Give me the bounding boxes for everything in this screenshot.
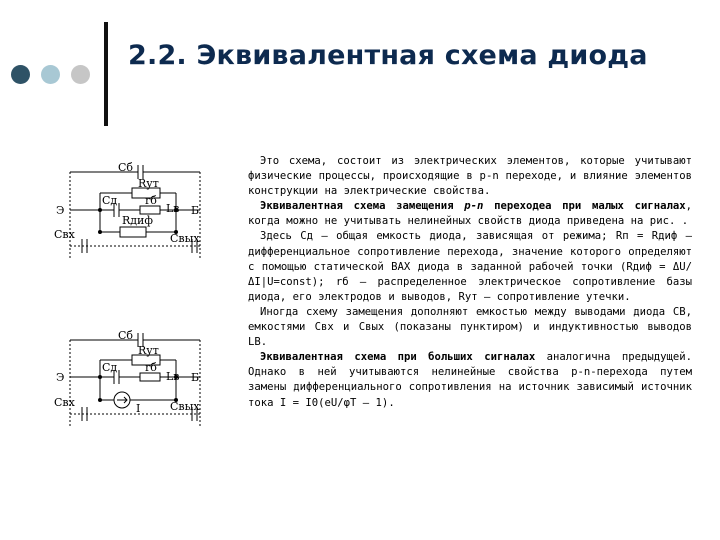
label-rdif: Rдиф [122, 214, 153, 227]
label-e: Э [56, 204, 65, 217]
p2-bold-italic: p-n [464, 200, 484, 213]
p5-rest: аналогична предыдущей. Однако в ней учитываются нелинейные свойства p-n-перехода путем замены дифференциального сопротивления на источник зависимый источник тока I = I0(eU/φT – 1). [248, 351, 692, 409]
p2-rest: , когда можно не учитывать нелинейных свойств диода приведена на рис. . [248, 200, 692, 228]
p5-bold: Эквивалентная схема при больших сигналах [260, 351, 536, 364]
label-b: Б [191, 371, 200, 384]
label-cd: Сд [102, 194, 118, 207]
label-b: Б [191, 204, 200, 217]
paragraph-4: Иногда схему замещения дополняют емкостью между выводами диода СВ, емкостями Свх и Свых (показаны пунктиром) и индуктивностью выводов LВ. [248, 305, 692, 349]
large-signal-circuit-svg [52, 330, 220, 428]
label-e: Э [56, 371, 65, 384]
paragraph-5 [248, 350, 692, 410]
p2-bold-2: переходеа при малых сигналах [494, 200, 686, 213]
p2-bold: Эквивалентная схема замещения [260, 200, 454, 213]
large-signal-circuit-diagram [52, 330, 220, 428]
label-lb: Lв [166, 370, 180, 383]
label-cvx: Свх [54, 228, 75, 241]
label-cb: Сб [118, 161, 134, 174]
label-rb: rб [145, 361, 157, 374]
paragraph-3: Здесь Сд — общая емкость диода, зависящая от режима; Rп = Rдиф — дифференциальное сопротивление перехода, значение которого определяют с помощью статической ВАХ диода в заданной рабочей точки (Rдиф = ΔU/ΔI|U=const); rб — распределенное электрическое сопротивление базы диода, его электродов и выводов, Rут – сопротивление утечки. [248, 230, 692, 303]
decorative-dot-grey [71, 65, 90, 84]
decorative-dot-dark [11, 65, 30, 84]
title-divider [104, 22, 108, 126]
small-signal-circuit-svg [52, 160, 220, 264]
label-cvyx: Свых [170, 232, 200, 245]
small-signal-circuit-diagram [52, 160, 220, 264]
paragraph-1: Это схема, состоит из электрических элементов, которые учитывают физические процессы, происходящие в p-n переходе, и влияние элементов конструкции на электрические свойства. [248, 155, 692, 198]
decorative-dot-light-blue [41, 65, 60, 84]
slide-title: 2.2. Эквивалентная схема диода [128, 40, 648, 71]
label-cvyx: Свых [170, 400, 200, 413]
label-ryt: Rут [138, 177, 159, 190]
label-lb: Lв [166, 202, 180, 215]
label-rb: rб [145, 194, 157, 207]
label-cb: Сб [118, 330, 134, 342]
body-text [248, 154, 692, 411]
label-cvx: Свх [54, 396, 75, 409]
paragraph-2 [248, 199, 692, 229]
label-i: I [136, 402, 141, 415]
label-ryt: Rут [138, 344, 159, 357]
label-cd: Сд [102, 361, 118, 374]
